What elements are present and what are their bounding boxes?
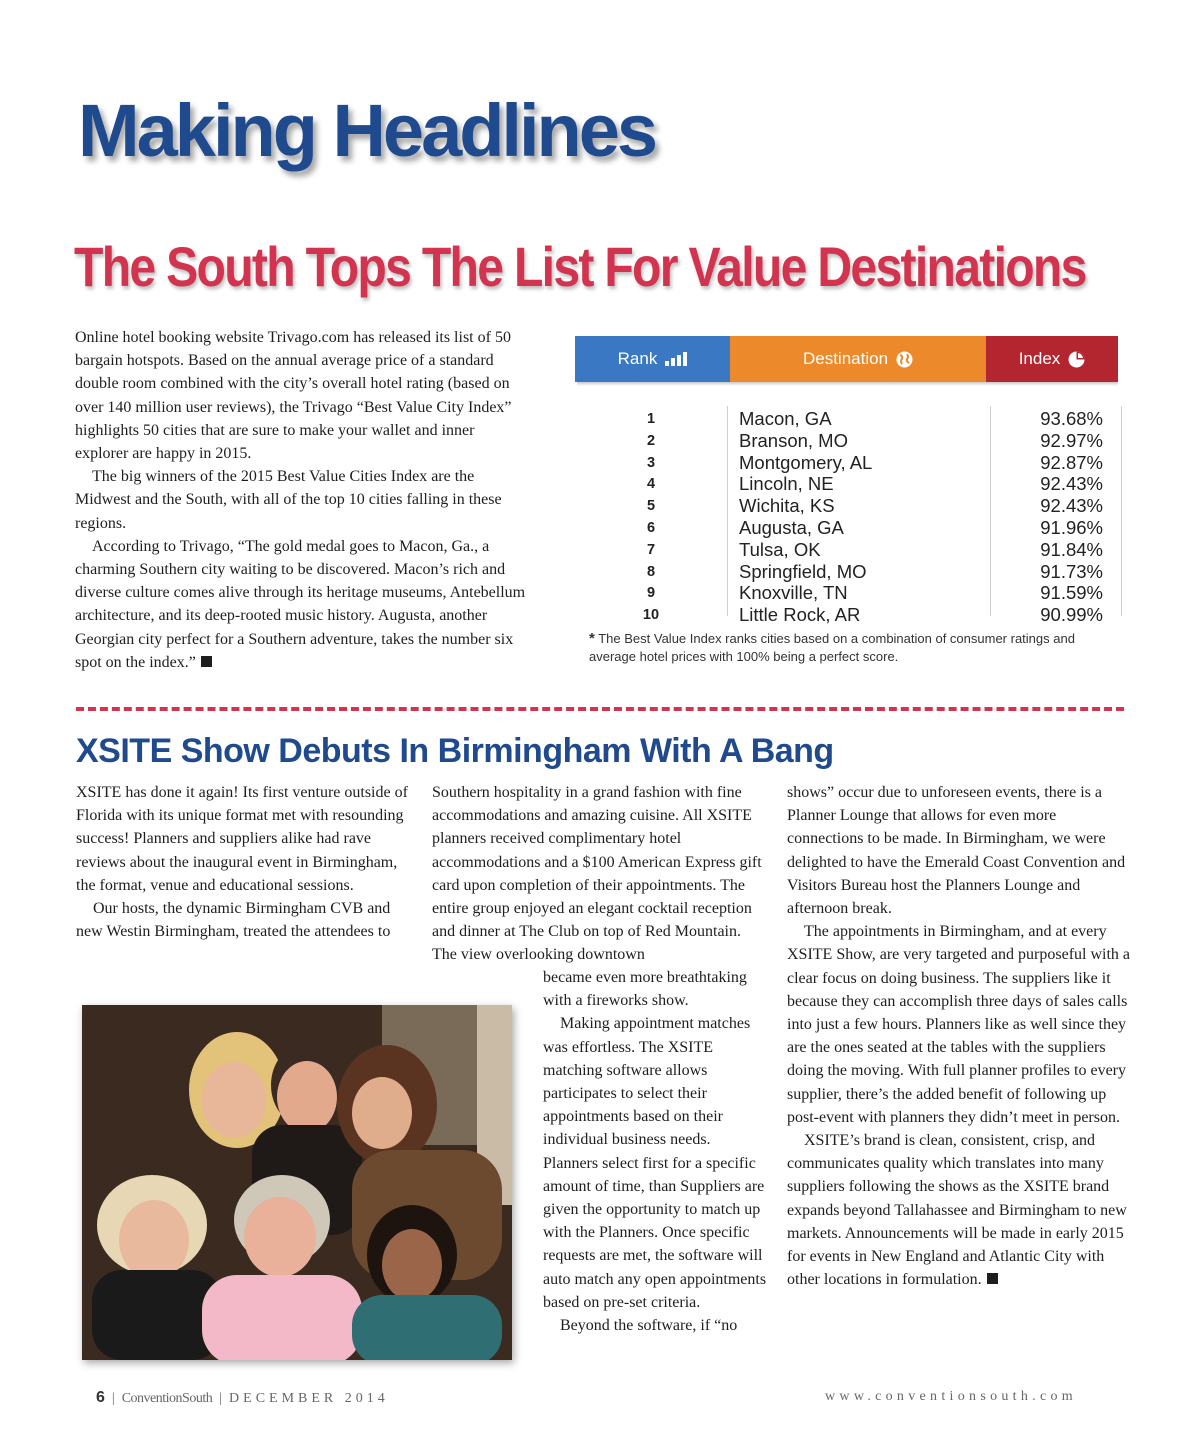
table-row [575, 408, 1123, 430]
index-cell: 91.84% [1040, 538, 1103, 560]
website-url: www.conventionsouth.com [825, 1389, 1077, 1404]
index-cell: 91.73% [1040, 560, 1103, 582]
index-column-header [986, 336, 1118, 382]
index-cell: 91.59% [1040, 582, 1103, 604]
paragraph [75, 535, 530, 674]
destination-cell: Wichita, KS [739, 495, 835, 517]
end-mark-icon [201, 656, 212, 667]
footer-publication [96, 1389, 389, 1407]
article-headline: The South Tops The List For Value Destinations [74, 235, 1086, 298]
footnote-text: The Best Value Index ranks cities based on a combination of consumer ratings and average hotel prices with 100% being a perfect score. [589, 631, 1075, 664]
rank-header-label: Rank [617, 349, 658, 368]
index-header-label: Index [1018, 349, 1061, 368]
rank-cell: 3 [646, 454, 656, 471]
paragraph: Southern hospitality in a grand fashion with fine accommodations and amazing cuisine. All XSITE planners received complimentary hotel accommodations and a $100 American Express gift card upon completion of their appointments. The entire group enjoyed an elegant cocktail reception and dinner at The Club on top of Red Mountain. The view overlooking downtown [432, 784, 762, 964]
article-body [75, 326, 530, 674]
destination-cell: Macon, GA [739, 408, 832, 429]
section-masthead: Making Headlines [78, 89, 656, 172]
paragraph [787, 1129, 1132, 1291]
rank-cell: 5 [646, 498, 656, 515]
article-column [787, 781, 1132, 1291]
destination-cell: Branson, MO [739, 429, 848, 451]
destination-cell: Tulsa, OK [739, 538, 821, 560]
rank-cell: 4 [646, 476, 656, 493]
destination-cell: Montgomery, AL [739, 451, 873, 473]
paragraph: became even more breathtaking with a fireworks show. [543, 969, 747, 1010]
rank-cell: 9 [646, 585, 656, 602]
paragraph: The appointments in Birmingham, and at every XSITE Show, are very targeted and purposeful with a clear focus on doing business. The suppliers like it because they can accomplish three days of sales calls into just a few hours. Planners like as well since they are the ones seated at the tables with the suppliers doing the moving. With full planner profiles to every supplier, there’s the added benefit of following up post-event with planners they didn’t meet in person. [787, 923, 1131, 1126]
section-divider [76, 707, 1124, 711]
footer-separator: | [111, 1391, 115, 1406]
index-cell: 92.87% [1040, 451, 1103, 473]
index-cell: 92.43% [1040, 473, 1103, 495]
paragraph: Online hotel booking website Trivago.com has released its list of 50 bargain hotspots. Based on the annual average price of a standard double room combined with the city’s overall hotel rating (based on over 140 million user reviews), the Trivago “Best Value City Index” highlights 50 cities that are sure to make your wallet and inner explorer are happy in 2015. [75, 329, 512, 463]
table-row [575, 452, 1123, 474]
rank-cell: 10 [642, 607, 660, 624]
paragraph: The big winners of the 2015 Best Value Cities Index are the Midwest and the South, with all of the top 10 cities falling in these regions. [75, 468, 502, 532]
table-row [575, 473, 1123, 495]
destination-header-label: Destination [802, 349, 889, 368]
paragraph-text: According to Trivago, “The gold medal goes to Macon, Ga., a charming Southern city waiting to be discovered. Macon’s rich and diverse culture comes alive through its heritage museums, Antebellum architecture, and its deep-rooted music history. Augusta, another Georgian city perfect for a Southern adventure, takes the number six spot on the index.” [75, 537, 526, 671]
pie-chart-icon [1068, 351, 1085, 368]
footer-separator: | [219, 1391, 223, 1406]
table-row [575, 604, 1123, 626]
article-column [432, 781, 767, 967]
group-photo-illustration [82, 1005, 512, 1360]
paragraph: Our hosts, the dynamic Birmingham CVB and new Westin Birmingham, treated the attendees to [76, 900, 391, 941]
globe-icon [896, 351, 913, 368]
destination-column-header [730, 336, 986, 382]
paragraph: shows” occur due to unforeseen events, there is a Planner Lounge that allows for even more connections to be made. In Birmingham, we were delighted to have the Emerald Coast Convention and Visitors Bureau host the Planners Lounge and afternoon break. [787, 784, 1126, 918]
rank-cell: 7 [646, 541, 656, 558]
index-cell: 91.96% [1040, 517, 1103, 538]
table-row [575, 495, 1123, 517]
bar-chart-icon [665, 352, 687, 366]
photo-image [82, 1005, 512, 1360]
paragraph-text: XSITE’s brand is clean, consistent, crisp, and communicates quality which translates into many suppliers following the shows as the XSITE brand expands beyond Tallahassee and Birmingham to new markets. Announcements will be made in early 2015 for events in New England and Atlantic City with other locations in formulation. [787, 1132, 1127, 1289]
rank-cell: 2 [646, 432, 656, 449]
article-column [76, 781, 416, 943]
paragraph: Making appointment matches was effortless. The XSITE matching software allows participates to select their appointments based on their individual business needs. Planners select first for a specific amount of time, than Suppliers are given the opportunity to match up with the Planners. Once specific requests are met, the software will auto match any open appointments based on pre-set criteria. [543, 1015, 767, 1311]
page-number: 6 [96, 1389, 105, 1406]
rank-cell: 6 [646, 520, 656, 536]
event-group-photo [82, 1005, 512, 1360]
destination-cell: Knoxville, TN [739, 582, 848, 604]
table-row [575, 517, 1123, 539]
paragraph: Beyond the software, if “no [560, 1317, 738, 1335]
article-headline: XSITE Show Debuts In Birmingham With A Bang [76, 732, 834, 770]
rank-column-header [575, 336, 730, 382]
destination-cell: Lincoln, NE [739, 473, 834, 495]
end-mark-icon [987, 1273, 998, 1284]
article-column-wrap [543, 966, 767, 1337]
table-row [575, 561, 1123, 583]
rank-cell: 1 [646, 411, 656, 427]
issue-date: DECEMBER 2014 [229, 1391, 389, 1406]
table-row [575, 582, 1123, 604]
index-cell: 93.68% [1040, 408, 1103, 429]
header-shadow [577, 382, 1118, 386]
magazine-name: ConventionSouth [121, 1391, 213, 1406]
table-row [575, 430, 1123, 452]
paragraph: XSITE has done it again! Its first venture outside of Florida with its unique format met with resounding success! Planners and suppliers alike had rave reviews about the inaugural event in Birmingham, the format, venue and educational sessions. [76, 784, 408, 894]
destination-cell: Augusta, GA [739, 517, 844, 538]
destination-cell: Little Rock, AR [739, 604, 861, 626]
index-cell: 92.43% [1040, 495, 1103, 517]
best-value-ranking-table [575, 336, 1123, 666]
index-cell: 90.99% [1040, 604, 1103, 626]
rank-cell: 8 [646, 563, 656, 580]
index-cell: 92.97% [1040, 429, 1103, 451]
destination-cell: Springfield, MO [739, 560, 867, 582]
table-row [575, 539, 1123, 561]
table-footnote [589, 630, 1119, 666]
footnote-marker: * [589, 630, 595, 647]
